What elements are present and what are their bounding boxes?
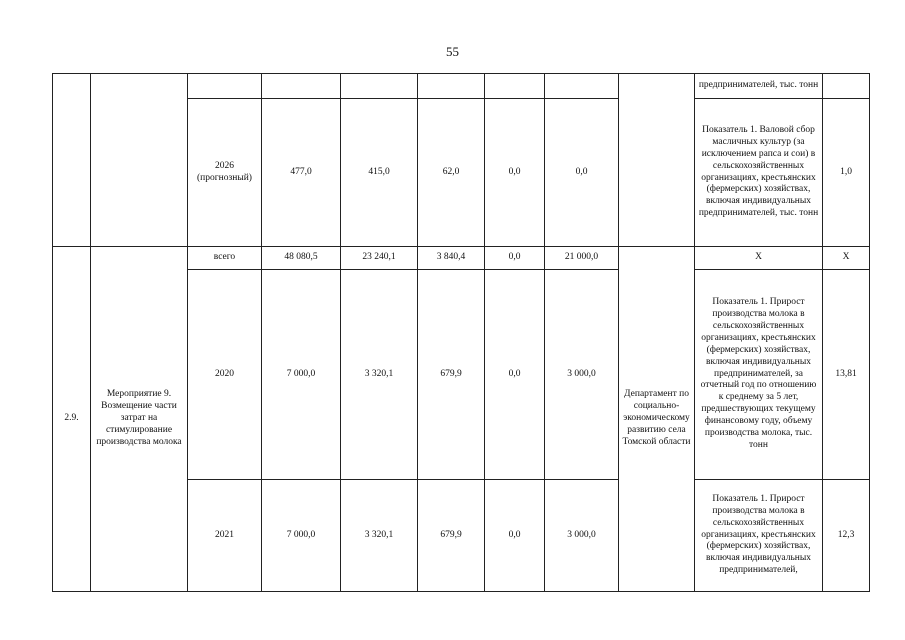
- cell-indicator-prev: предпринимателей, тыс. тонн: [695, 74, 823, 99]
- cell-extra: 3 000,0: [545, 480, 619, 592]
- cell-year: 2021: [188, 480, 262, 592]
- cell-value: 1,0: [823, 99, 870, 247]
- budget-table: [52, 73, 870, 592]
- cell-indicator: Показатель 1. Валовой сбор масличных культур (за исключением рапса и сои) в сельскохозяйственных организациях, крестьянских (фермерских) хозяйствах, включая индивидуальных предпринимателей, тыс. тонн: [695, 99, 823, 247]
- cell-fed: 3 320,1: [341, 270, 418, 480]
- cell-extra-prev: [545, 74, 619, 99]
- cell-loc-prev: [485, 74, 545, 99]
- cell-total: 477,0: [262, 99, 341, 247]
- cell-reg-prev: [418, 74, 485, 99]
- cell-fed: 23 240,1: [341, 247, 418, 270]
- cell-item-name: Мероприятие 9. Возмещение части затрат на стимулирование производства молока: [91, 247, 188, 592]
- cell-executor: Департамент по социально-экономическому развитию села Томской области: [619, 247, 695, 592]
- cell-number-prev: [53, 74, 91, 247]
- cell-loc: 0,0: [485, 270, 545, 480]
- cell-value: 13,81: [823, 270, 870, 480]
- table-row: [53, 74, 870, 99]
- cell-total: 7 000,0: [262, 270, 341, 480]
- cell-year: 2020: [188, 270, 262, 480]
- cell-total: 48 080,5: [262, 247, 341, 270]
- cell-reg: 679,9: [418, 270, 485, 480]
- cell-reg: 679,9: [418, 480, 485, 592]
- cell-executor-prev: [619, 74, 695, 247]
- cell-extra: 0,0: [545, 99, 619, 247]
- cell-fed: 3 320,1: [341, 480, 418, 592]
- cell-indicator: Показатель 1. Прирост производства молока в сельскохозяйственных организациях, крестьянских (фермерских) хозяйствах, включая индивидуальных предпринимателей,: [695, 480, 823, 592]
- cell-total-prev: [262, 74, 341, 99]
- cell-fed-prev: [341, 74, 418, 99]
- table-row: [53, 247, 870, 270]
- cell-year: 2026 (прогнозный): [188, 99, 262, 247]
- cell-total: 7 000,0: [262, 480, 341, 592]
- cell-year-prev: [188, 74, 262, 99]
- cell-loc: 0,0: [485, 99, 545, 247]
- cell-fed: 415,0: [341, 99, 418, 247]
- cell-name-prev: [91, 74, 188, 247]
- cell-indicator: Показатель 1. Прирост производства молока в сельскохозяйственных организациях, крестьянских (фермерских) хозяйствах, включая индивидуальных предпринимателей, за отчетный год по отношению к среднему за 5 лет, предшествующих текущему финансовому году, объему производства молока, тыс. тонн: [695, 270, 823, 480]
- cell-value: X: [823, 247, 870, 270]
- page-number: 55: [446, 44, 459, 59]
- cell-year: всего: [188, 247, 262, 270]
- cell-reg: 62,0: [418, 99, 485, 247]
- cell-value-prev: [823, 74, 870, 99]
- cell-indicator: X: [695, 247, 823, 270]
- cell-reg: 3 840,4: [418, 247, 485, 270]
- cell-value: 12,3: [823, 480, 870, 592]
- cell-extra: 3 000,0: [545, 270, 619, 480]
- cell-extra: 21 000,0: [545, 247, 619, 270]
- cell-item-number: 2.9.: [53, 247, 91, 592]
- cell-loc: 0,0: [485, 247, 545, 270]
- cell-loc: 0,0: [485, 480, 545, 592]
